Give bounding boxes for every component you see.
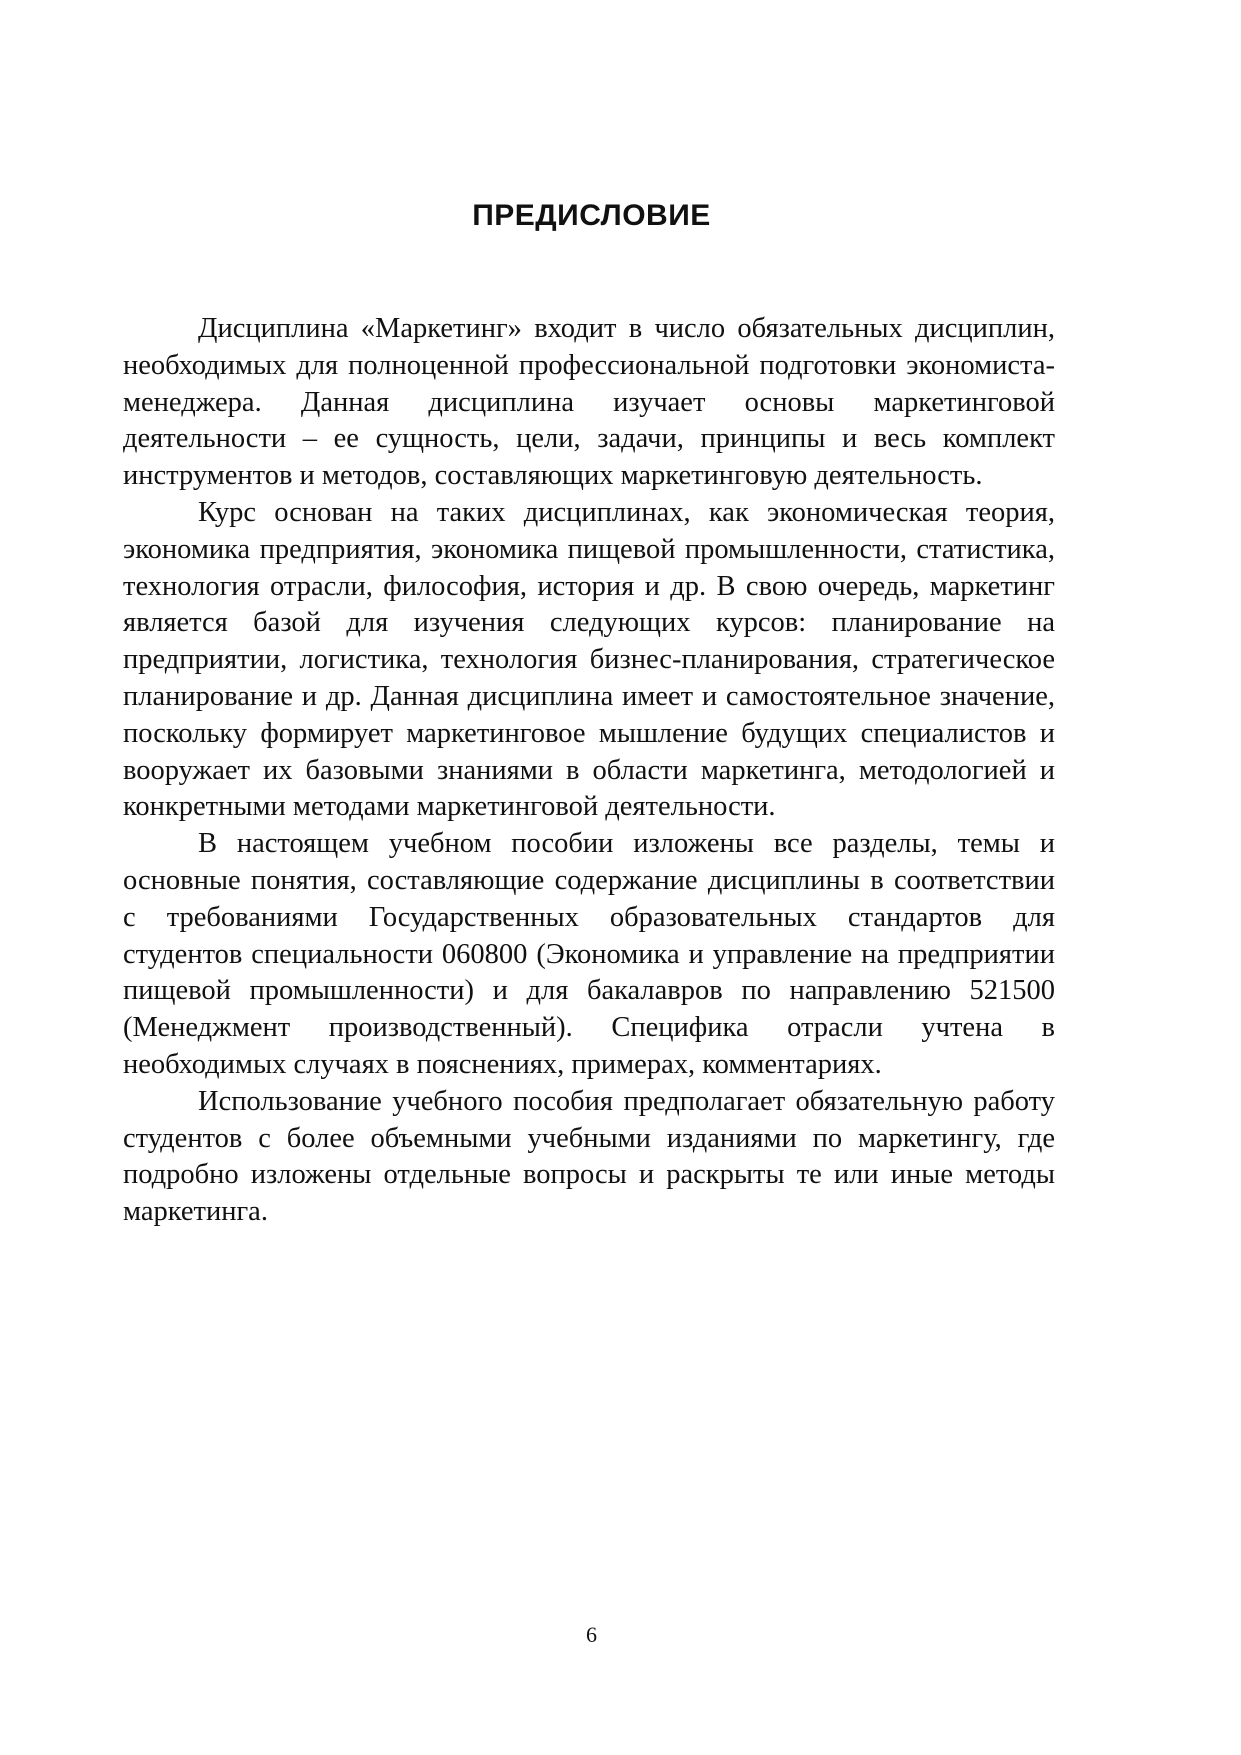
paragraph-1: Дисциплина «Маркетинг» входит в число обязательных дисциплин, необходимых для полноценной профессиональной подготовки экономиста-менеджера. Данная дисциплина изучает основы маркетинговой деятельности – ее сущность, цели, задачи, принципы и весь комплект инструментов и методов, составляющих маркетинговую деятельность. xyxy=(123,313,1055,492)
paragraph-2: Курс основан на таких дисциплинах, как экономическая теория, экономика предприятия, экономика пищевой промышленности, статистика, технология отрасли, философия, история и др. В свою очередь, маркетинг является базой для изучения следующих курсов: планирование на предприятии, логистика, технология бизнес-планирования, стратегическое планирование и др. Данная дисциплина имеет и самостоятельное значение, поскольку формирует маркетинговое мышление будущих специалистов и вооружает их базовыми знаниями в области маркетинга, методологией и конкретными методами маркетинговой деятельности. xyxy=(123,496,1055,823)
page-heading: ПРЕДИСЛОВИЕ xyxy=(472,199,711,232)
body-text xyxy=(123,311,1055,1231)
page-number: 6 xyxy=(586,1622,597,1647)
paragraph-4: Использование учебного пособия предполагает обязательную работу студентов с более объемными учебными изданиями по маркетингу, где подробно изложены отдельные вопросы и раскрыты те или иные методы маркетинга. xyxy=(123,1085,1055,1228)
paragraph-3: В настоящем учебном пособии изложены все разделы, темы и основные понятия, составляющие содержание дисциплины в соответствии с требованиями Государственных образовательных стандартов для студентов специальности 060800 (Экономика и управление на предприятии пищевой промышленности) и для бакалавров по направлению 521500 (Менеджмент производственный). Специфика отрасли учтена в необходимых случаях в пояснениях, примерах, комментариях. xyxy=(123,828,1055,1080)
